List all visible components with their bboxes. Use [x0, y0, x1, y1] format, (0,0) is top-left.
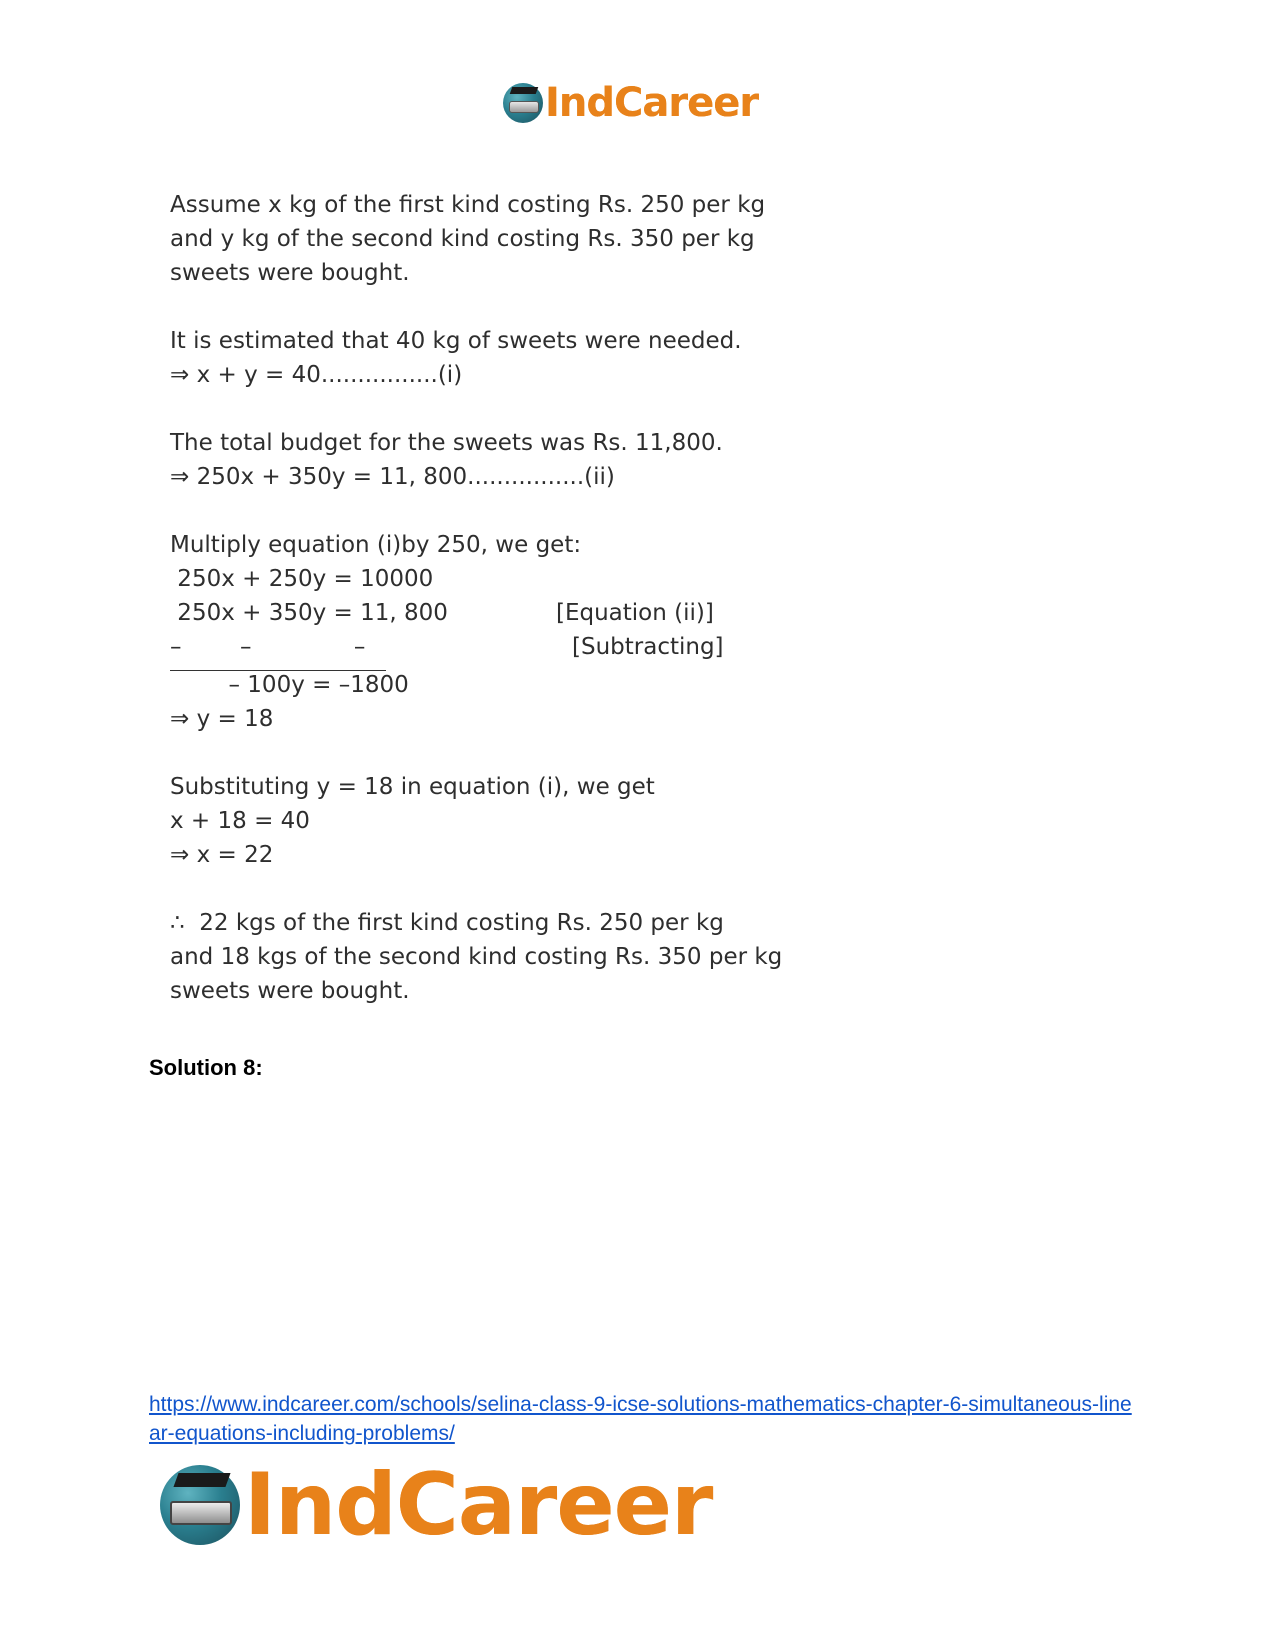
solution-line: It is estimated that 40 kg of sweets were needed.	[170, 328, 742, 354]
subtraction-rule	[170, 670, 386, 671]
solution-line: – – –	[170, 634, 366, 660]
solution-line: sweets were bought.	[170, 260, 410, 286]
solution-line: The total budget for the sweets was Rs. 11,800.	[170, 430, 723, 456]
solution-line: ⇒ y = 18	[170, 706, 274, 732]
solution-line: Substituting y = 18 in equation (i), we get	[170, 774, 655, 800]
logo-text: IndCareer	[244, 1455, 713, 1555]
solution-line: ∴ 22 kgs of the first kind costing Rs. 250 per kg	[170, 910, 724, 936]
globe-book-cap-icon	[503, 83, 543, 123]
solution-line: Multiply equation (i)by 250, we get:	[170, 532, 582, 558]
logo-text: IndCareer	[545, 80, 759, 126]
indcareer-logo-top	[503, 80, 758, 126]
solution-line: ⇒ x + y = 40................(i)	[170, 362, 463, 388]
solution-line: ⇒ 250x + 350y = 11, 800................(ii)	[170, 464, 615, 490]
subtracting-note: [Subtracting]	[572, 634, 724, 660]
solution-line: sweets were bought.	[170, 978, 410, 1004]
globe-book-cap-icon	[160, 1465, 240, 1545]
equation-note: [Equation (ii)]	[556, 600, 714, 626]
indcareer-logo-bottom	[160, 1455, 713, 1555]
solution-line: – 100y = –1800	[170, 672, 409, 698]
solution-line: 250x + 350y = 11, 800	[170, 600, 448, 626]
solution-line: Assume x kg of the first kind costing Rs. 250 per kg	[170, 192, 766, 218]
solution-line: x + 18 = 40	[170, 808, 310, 834]
solution-line: and y kg of the second kind costing Rs. 350 per kg	[170, 226, 755, 252]
solution-line: ⇒ x = 22	[170, 842, 274, 868]
solution-heading: Solution 8:	[149, 1055, 263, 1080]
solution-line: 250x + 250y = 10000	[170, 566, 434, 592]
source-link[interactable]: https://www.indcareer.com/schools/selina-class-9-icse-solutions-mathematics-chapter-6-simultaneous-linear-equations-including-problems/	[149, 1393, 1132, 1445]
solution-line: and 18 kgs of the second kind costing Rs. 350 per kg	[170, 944, 783, 970]
